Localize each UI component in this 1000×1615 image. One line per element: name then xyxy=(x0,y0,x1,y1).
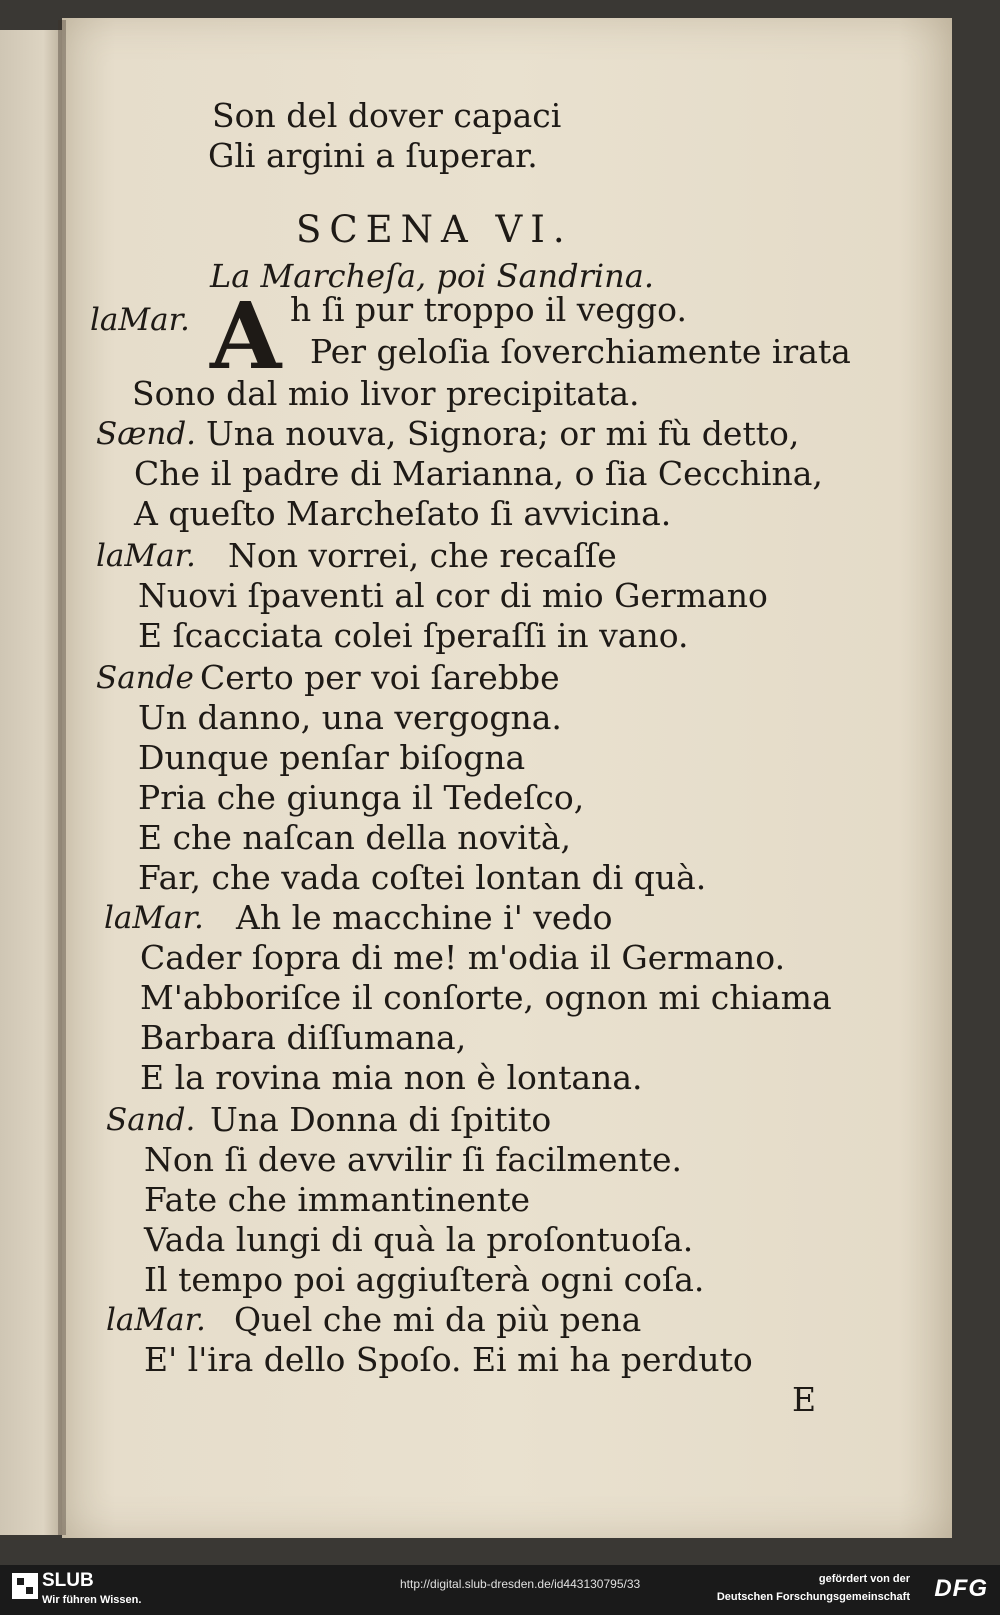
text-line: Pria che giunga il Tedeſco, xyxy=(138,778,585,817)
text-line: A queſto Marcheſato ſi avvicina. xyxy=(134,494,672,533)
text-line: Ah le macchine i' vedo xyxy=(236,898,613,937)
text-line: Far, che vada coſtei lontan di quà. xyxy=(138,858,707,897)
viewer-footer xyxy=(0,1565,1000,1615)
text-line: Per geloſia ſoverchiamente irata xyxy=(310,332,851,371)
slub-tagline: Wir führen Wissen. xyxy=(42,1594,142,1606)
speaker-label: laMar. xyxy=(96,538,196,574)
text-line: Son del dover capaci xyxy=(212,96,562,135)
source-url-link[interactable]: http://digital.slub-dresden.de/id443130795/33 xyxy=(400,1577,641,1591)
scene-heading: SCENA VI. xyxy=(296,208,573,251)
speaker-label: Sande xyxy=(96,660,194,696)
speaker-label: Sand. xyxy=(106,1102,196,1138)
text-line: Cader ſopra di me! m'odia il Germano. xyxy=(140,938,786,977)
text-line: Che il padre di Marianna, o ſia Cecchina, xyxy=(134,454,823,493)
text-line: Un danno, una vergogna. xyxy=(138,698,562,737)
drop-cap: A xyxy=(210,282,282,390)
text-line: Non vorrei, che recaſſe xyxy=(228,536,617,575)
text-line: h ſi pur troppo il veggo. xyxy=(290,290,687,329)
speaker-label: Sænd. xyxy=(96,416,197,452)
text-line: Quel che mi da più pena xyxy=(234,1300,642,1339)
text-line: Dunque penſar biſogna xyxy=(138,738,526,777)
text-line: E la rovina mia non è lontana. xyxy=(140,1058,643,1097)
text-line: Non ſi deve avvilir ſi facilmente. xyxy=(144,1140,683,1179)
funding-line-1: gefördert von der xyxy=(818,1573,910,1585)
text-line: E ſcacciata colei ſperaſſi in vano. xyxy=(138,616,689,655)
speaker-label: laMar. xyxy=(90,302,190,338)
left-page-edge xyxy=(0,30,62,1535)
text-line: Fate che immantinente xyxy=(144,1180,531,1219)
text-line: Vada lungi di quà la proſontuoſa. xyxy=(144,1220,694,1259)
signature-mark: E xyxy=(792,1380,817,1419)
text-line: E che naſcan della novità, xyxy=(138,818,572,857)
text-line: Una nouva, Signora; or mi fù detto, xyxy=(206,414,800,453)
page-gutter xyxy=(58,20,66,1535)
text-line: Una Donna di ſpitito xyxy=(210,1100,552,1139)
speaker-label: laMar. xyxy=(104,900,204,936)
text-line: Certo per voi ſarebbe xyxy=(200,658,560,697)
text-line: Sono dal mio livor precipitata. xyxy=(132,374,640,413)
text-line: E' l'ira dello Spoſo. Ei mi ha perduto xyxy=(144,1340,753,1379)
speaker-label: laMar. xyxy=(106,1302,206,1338)
slub-logo-icon xyxy=(12,1573,38,1599)
text-line: Nuovi ſpaventi al cor di mio Germano xyxy=(138,576,768,615)
text-line: Gli argini a ſuperar. xyxy=(208,136,538,175)
slub-name: SLUB xyxy=(42,1570,94,1591)
scene-characters: La Marcheſa, poi Sandrina. xyxy=(210,257,655,295)
text-line: Il tempo poi aggiuſterà ogni coſa. xyxy=(144,1260,705,1299)
dfg-logo: DFG xyxy=(934,1575,988,1602)
funding-line-2: Deutschen Forschungsgemeinschaft xyxy=(716,1591,910,1603)
text-line: M'abboriſce il conſorte, ognon mi chiama xyxy=(140,978,832,1017)
text-line: Barbara diſſumana, xyxy=(140,1018,467,1057)
